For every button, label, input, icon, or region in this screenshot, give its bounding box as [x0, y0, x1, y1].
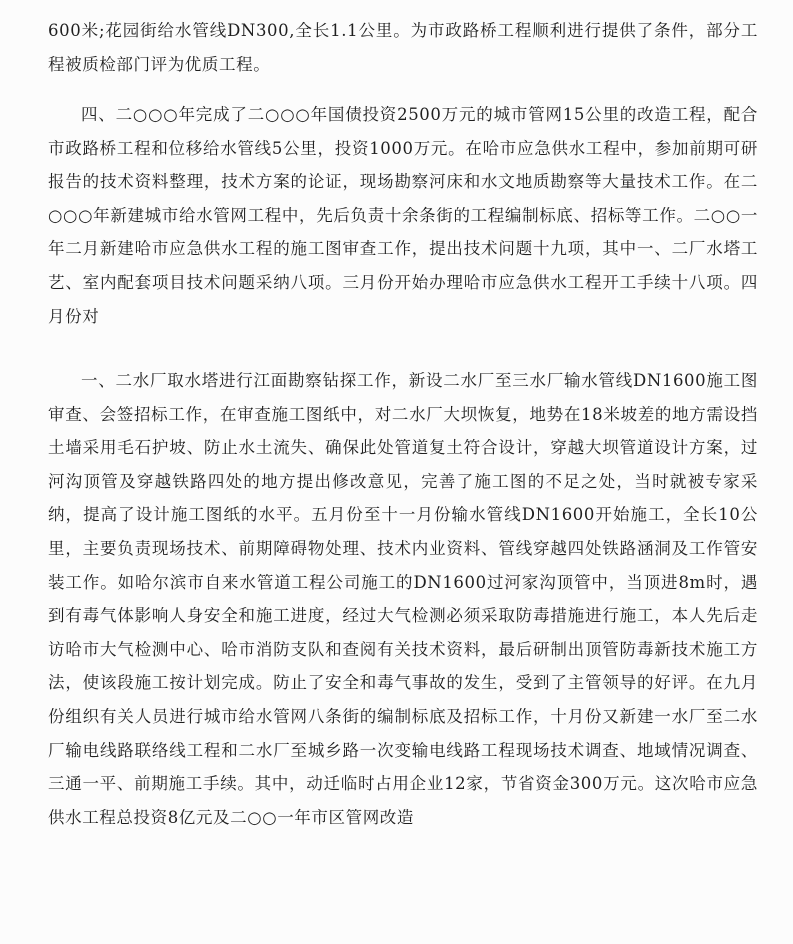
paragraph-section-one: 一、二水厂取水塔进行江面勘察钻探工作，新设二水厂至三水厂输水管线DN1600施工图审查、会签招标工作，在审查施工图纸中，对二水厂大坝恢复，地势在18米坡差的地方需设挡土墙采用毛石护坡、防止水土流失、确保此处管道复土符合设计，穿越大坝管道设计方案，过河沟顶管及穿越铁路四处的地方提出修改意见，完善了施工图的不足之处，当时就被专家采纳，提高了设计施工图纸的水平。五月份至十一月份输水管线DN1600开始施工，全长10公里，主要负责现场技术、前期障碍物处理、技术内业资料、管线穿越四处铁路涵洞及工作管安装工作。如哈尔滨市自来水管道工程公司施工的DN1600过河家沟顶管中，当顶进8m时，遇到有毒气体影响人身安全和施工进度，经过大气检测必须采取防毒措施进行施工，本人先后走访哈市大气检测中心、哈市消防支队和查阅有关技术资料，最后研制出顶管防毒新技术施工方法，使该段施工按计划完成。防止了安全和毒气事故的发生，受到了主管领导的好评。在九月份组织有关人员进行城市给水管网八条街的编制标底及招标工作，十月份又新建一水厂至二水厂输电线路联络线工程和二水厂至城乡路一次变输电线路工程现场技术调查、地域情况调查、三通一平、前期施工手续。其中，动迁临时占用企业12家，节省资金300万元。这次哈市应急供水工程总投资8亿元及二○○一年市区管网改造: [48, 371, 758, 827]
paragraph-continuation: 600米;花园街给水管线DN300,全长1.1公里。为市政路桥工程顺利进行提供了条件，部分工程被质检部门评为优质工程。: [48, 21, 758, 74]
paragraph-section-four: 四、二○○○年完成了二○○○年国债投资2500万元的城市管网15公里的改造工程，配合市政路桥工程和位移给水管线5公里，投资1000万元。在哈市应急供水工程中，参加前期可研报告的技术资料整理，技术方案的论证，现场勘察河床和水文地质勘察等大量技术工作。在二○○○年新建城市给水管网工程中，先后负责十余条街的工程编制标底、招标等工作。二○○一年二月新建哈市应急供水工程的施工图审查工作，提出技术问题十九项，其中一、二厂水塔工艺、室内配套项目技术问题采纳八项。三月份开始办理哈市应急供水工程开工手续十八项。四月份对: [48, 105, 758, 326]
